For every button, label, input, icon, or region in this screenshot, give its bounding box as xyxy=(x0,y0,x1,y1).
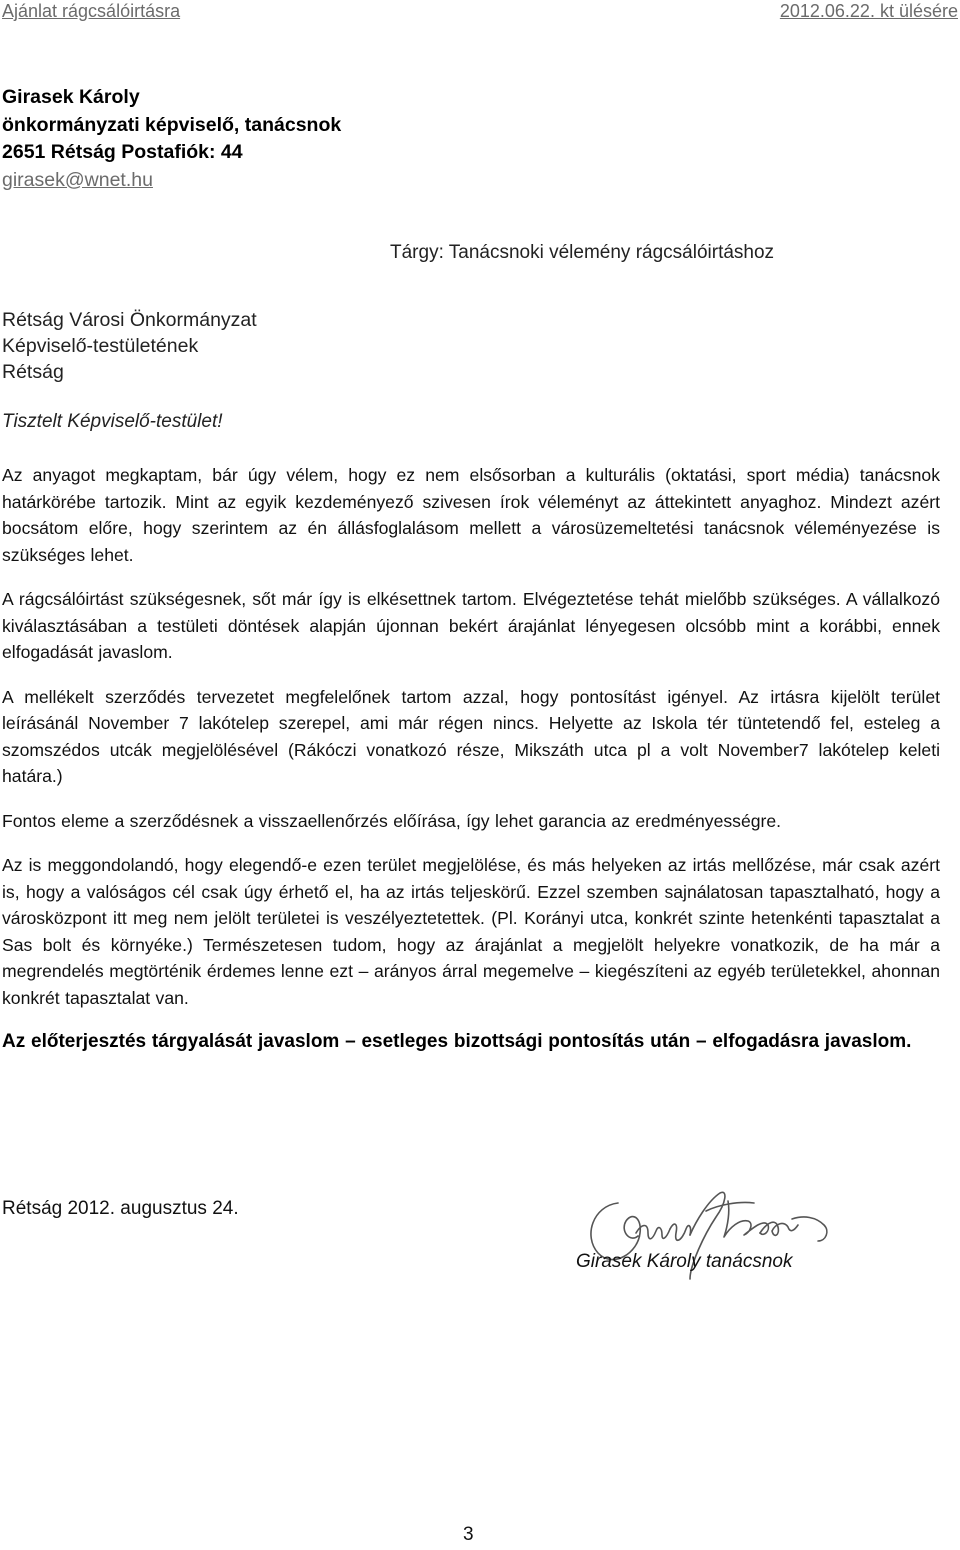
letter-body xyxy=(2,462,940,1073)
page-header xyxy=(0,0,960,24)
recipient-line: Képviselő-testületének xyxy=(2,335,199,357)
page-number: 3 xyxy=(463,1524,474,1545)
sender-email-link[interactable]: girasek@wnet.hu xyxy=(2,168,153,191)
header-document-title: Ajánlat rágcsálóirtásra xyxy=(2,1,181,21)
sender-name: Girasek Károly xyxy=(2,86,140,108)
recipient-line: Rétság xyxy=(2,361,64,383)
body-paragraph: A rágcsálóirtást szükségesnek, sőt már így is elkésettnek tartom. Elvégeztetése tehát mielőbb szükséges. A vállalkozó kiválasztásában a testületi döntések alapján újonnan bekért árajánlat lényegesen olcsóbb mint a korábbi, ennek elfogadását javaslom. xyxy=(2,589,940,662)
recipient-block xyxy=(2,307,257,385)
subject-line: Tárgy: Tanácsnoki vélemény rágcsálóirtáshoz xyxy=(390,242,775,263)
salutation: Tisztelt Képviselő-testület! xyxy=(2,411,223,432)
sender-block xyxy=(2,84,341,194)
body-paragraph: A mellékelt szerződés tervezetet megfelelőnek tartom azzal, hogy pontosítást igényel. Az irtásra kijelölt terület leírásánál November 7 lakótelep szerepel, ami már régen nincs. Helyette az Iskola tér tüntetendő fel, esteleg a szomszédos utcák megjelölésével (Rákóczi vonatkozó része, Mikszáth utca pl a volt November7 lakótelep keleti határa.) xyxy=(2,686,940,786)
body-paragraph: Az is meggondolandó, hogy elegendő-e ezen terület megjelölése, és más helyeken az irtás mellőzése, már csak azért is, hogy a valóságos cél csak úgy érhető el, ha az irtás teljeskörű. Ezzel szemben sajnálatosan tapasztalható, hogy a városközpont itt meg nem jelölt területei is veszélyeztetettek. (Pl. Korányi utca, konkrét szinte hetenkénti tapasztalat a Sas bolt és környéke.) Természetesen tudom, hogy az árajánlat a megjelölt helyekre vonatkozik, de ha már a megrendelés megtörténik érdemes lenne ezt – arányos árral megemelve – kiegészíteni az egyéb területekkel, ahonnan konkrét tapasztalat van. xyxy=(2,855,940,1008)
body-paragraph: Fontos eleme a szerződésnek a visszaellenőrzés előírása, így lehet garancia az eredményességre. xyxy=(2,810,782,831)
conclusion-paragraph: Az előterjesztés tárgyalását javaslom – esetleges bizottsági pontosítás után – elfogadásra javaslom. xyxy=(2,1031,912,1052)
handwritten-signature xyxy=(578,1181,848,1291)
sender-address: 2651 Rétság Postafiók: 44 xyxy=(2,141,243,163)
body-paragraph: Az anyagot megkaptam, bár úgy vélem, hogy ez nem elsősorban a kulturális (oktatási, sport média) tanácsnok határkörébe tartozik. Mint az egyik kezdeményező szivesen írok véleményt az áttekintett anyaghoz. Mindezt azért bocsátom előre, hogy szerintem az én állásfoglalásom mellett a városüzemeltetési tanácsnok véleményezése is szükséges lehet. xyxy=(2,465,940,565)
signature-name: Girasek Károly tanácsnok xyxy=(576,1251,793,1272)
header-meeting-date: 2012.06.22. kt ülésére xyxy=(779,1,958,21)
letter-date: Rétság 2012. augusztus 24. xyxy=(2,1198,239,1219)
recipient-line: Rétság Városi Önkormányzat xyxy=(2,309,257,331)
sender-role: önkormányzati képviselő, tanácsnok xyxy=(2,113,342,136)
